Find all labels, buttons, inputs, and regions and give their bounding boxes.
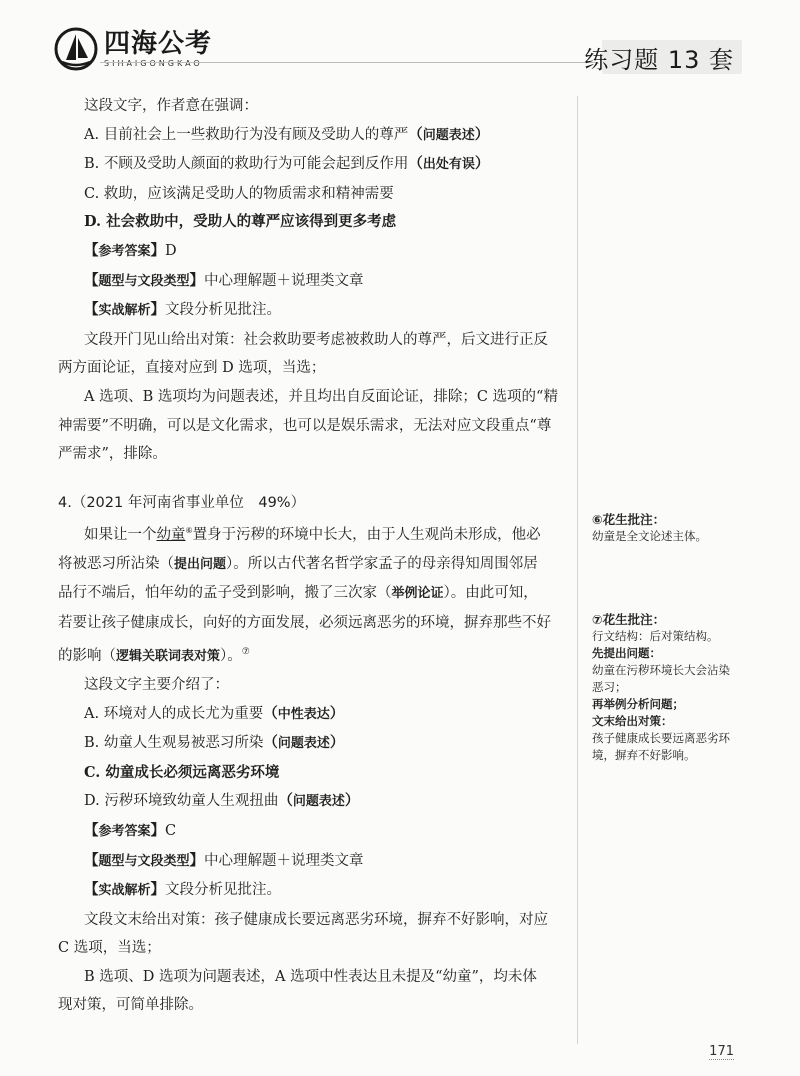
brand-pinyin: SIHAIGONGKAO xyxy=(104,59,203,68)
page-header xyxy=(0,0,800,80)
type-label: 题型与文段类型 xyxy=(98,853,190,869)
q4-passage-line5 xyxy=(58,638,566,671)
q4-option-c: C. 幼童成长必须远离恶劣环境 xyxy=(84,763,280,781)
passage-text: 品行不端后，怕年幼的孟子受到影响，搬了三次家（ xyxy=(58,585,392,602)
q4-type: 【题型与文段类型】中心理解题＋说理类文章 xyxy=(84,851,364,869)
q3-answer: 【参考答案】D xyxy=(84,241,177,259)
q4-option-a: A. 环境对人的成长尤为重要（中性表达） xyxy=(84,704,345,722)
q3-type: 【题型与文段类型】中心理解题＋说理类文章 xyxy=(84,271,364,289)
q3-para2-line1: A 选项、B 选项均为问题表述，并且均出自反面论证，排除；C 选项的“精 xyxy=(84,388,558,405)
note-7-line: 幼童在污秽环境长大会沾染 xyxy=(592,663,730,677)
section-gap xyxy=(58,469,566,489)
passage-text: 置身于污秽的环境中长大，由于人生观尚未形成，他必 xyxy=(192,527,541,544)
side-note-7 xyxy=(592,612,730,764)
q3-para1-line1: 文段开门见山给出对策：社会救助要考虑被救助人的尊严，后文进行正反 xyxy=(84,331,548,348)
q4-para1-line2: C 选项，当选； xyxy=(58,940,161,957)
option-text: B. 幼童人生观易被恶习所染 xyxy=(84,735,264,752)
passage-tag: 举例论证 xyxy=(391,586,444,602)
q3-option-c: C. 救助，应该满足受助人的物质需求和精神需要 xyxy=(84,185,394,202)
set-title: 练习题 13 套 xyxy=(584,46,734,74)
brand-logo xyxy=(54,26,212,72)
q3-para1-line2: 两方面论证，直接对应到 D 选项，当选； xyxy=(58,360,326,377)
note-7-line: 先提出问题： xyxy=(592,646,661,660)
analysis-label: 实战解析 xyxy=(98,883,151,899)
passage-text: ）。 xyxy=(220,647,242,664)
q4-option-b: B. 幼童人生观易被恶习所染（问题表述） xyxy=(84,734,345,752)
passage-text: ）。由此可知， xyxy=(443,585,538,602)
q3-option-d: D. 社会救助中，受助人的尊严应该得到更多考虑 xyxy=(84,213,397,231)
note-7-title: ⑦花生批注： xyxy=(592,612,666,627)
option-tag: 问题表述 xyxy=(277,736,330,752)
q4-passage-line1 xyxy=(58,517,566,549)
option-text: B. 不顾及受助人颜面的救助行为可能会起到反作用 xyxy=(84,156,409,173)
q3-stem: 这段文字，作者意在强调： xyxy=(84,98,258,114)
q4-passage-line4: 若要让孩子健康成长，向好的方面发展，必须远离恶劣的环境，摒弃那些不好 xyxy=(58,614,551,631)
option-text: A. 目前社会上一些救助行为没有顾及受助人的尊严 xyxy=(84,126,409,143)
q3-option-a: A. 目前社会上一些救助行为没有顾及受助人的尊严（问题表述） xyxy=(84,125,490,143)
option-text: D. 污秽环境致幼童人生观扭曲 xyxy=(84,793,279,810)
q3-para2-line2: 神需要”不明确，可以是文化需求，也可以是娱乐需求，无法对应文段重点“尊 xyxy=(58,417,552,434)
passage-text: 将被恶习所沾染（ xyxy=(58,555,174,572)
note-7-line: 行文结构：后对策结构。 xyxy=(592,629,719,643)
passage-text: 的影响（ xyxy=(58,647,116,664)
analysis-value: 文段分析见批注。 xyxy=(165,882,282,899)
q4-heading: 4.（2021 年河南省事业单位 49%） xyxy=(58,494,306,511)
type-value: 中心理解题＋说理类文章 xyxy=(204,852,364,869)
note-6-body: 幼童是全文论述主体。 xyxy=(592,529,707,543)
sailboat-logo-icon xyxy=(54,26,98,72)
note-7-line: 恶习； xyxy=(592,680,627,694)
type-value: 中心理解题＋说理类文章 xyxy=(204,272,364,289)
answer-value: C xyxy=(165,822,177,839)
answer-label: 参考答案 xyxy=(98,243,151,259)
header-rule xyxy=(100,62,598,63)
option-tag: 出处有误 xyxy=(422,157,475,173)
q3-para2-line3: 严需求”，排除。 xyxy=(58,446,167,463)
answer-value: D xyxy=(165,242,177,259)
column-divider xyxy=(577,96,578,1044)
brand-name: 四海公考 xyxy=(104,29,213,59)
note-6-title: ⑥花生批注： xyxy=(592,512,666,527)
passage-tag: 逻辑关联词表对策 xyxy=(116,648,221,664)
type-label: 题型与文段类型 xyxy=(98,273,190,289)
note-7-line: 文末给出对策： xyxy=(592,714,673,728)
highlighted-word: 幼童 xyxy=(156,527,186,544)
option-tag: 中性表达 xyxy=(277,706,330,722)
q4-stem: 这段文字主要介绍了： xyxy=(84,676,229,693)
q3-analysis: 【实战解析】文段分析见批注。 xyxy=(84,301,282,319)
passage-text: ）。所以古代著名哲学家孟子的母亲得知周围邻居 xyxy=(226,555,538,572)
q4-passage-line2 xyxy=(58,550,566,580)
q4-option-d: D. 污秽环境致幼童人生观扭曲（问题表述） xyxy=(84,792,360,810)
passage-text: 如果让一个 xyxy=(84,527,157,544)
note-7-line: 孩子健康成长要远离恶劣环 xyxy=(592,731,730,745)
note-7-line: 再举例分析问题； xyxy=(592,697,684,711)
option-text: A. 环境对人的成长尤为重要 xyxy=(84,705,264,722)
analysis-label: 实战解析 xyxy=(98,303,151,319)
page-number: 171 xyxy=(709,1044,734,1059)
q4-answer: 【参考答案】C xyxy=(84,821,177,839)
side-note-6 xyxy=(592,512,707,545)
option-tag: 问题表述 xyxy=(292,794,345,810)
option-tag: 问题表述 xyxy=(422,127,475,143)
note-7-line: 境，摒弃不好影响。 xyxy=(592,748,696,762)
q4-analysis: 【实战解析】文段分析见批注。 xyxy=(84,881,282,899)
q4-para2-line2: 现对策，可简单排除。 xyxy=(58,997,203,1014)
passage-tag: 提出问题 xyxy=(174,556,227,572)
note-marker-7: ⑦ xyxy=(241,646,250,657)
answer-label: 参考答案 xyxy=(98,823,151,839)
analysis-value: 文段分析见批注。 xyxy=(165,302,282,319)
note-marker-6: ⑥ xyxy=(185,526,193,536)
q4-passage-line3 xyxy=(58,579,566,609)
q4-para2-line1: B 选项、D 选项为问题表述，A 选项中性表达且未提及“幼童”，均未体 xyxy=(84,968,537,985)
q4-para1-line1: 文段文末给出对策：孩子健康成长要远离恶劣环境，摒弃不好影响，对应 xyxy=(84,911,548,928)
q3-option-b: B. 不顾及受助人颜面的救助行为可能会起到反作用（出处有误） xyxy=(84,155,490,173)
main-column xyxy=(58,92,566,1020)
